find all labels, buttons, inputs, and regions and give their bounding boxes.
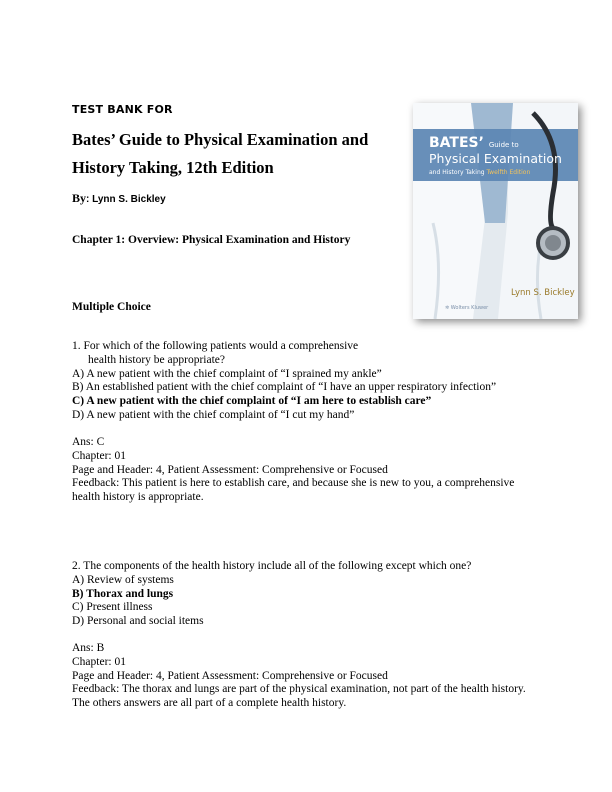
option-c: C) Present illness (72, 601, 153, 614)
by-label: By (72, 191, 87, 205)
answer: Ans: C (72, 436, 105, 448)
page-and-header: Page and Header: 4, Patient Assessment: Comprehensive or Focused (72, 463, 388, 476)
cover-edition: Twelfth Edition (486, 169, 531, 176)
answer-chapter: Chapter: 01 (72, 655, 126, 668)
book-title-line2: History Taking, 12th Edition (72, 158, 274, 177)
cover-guide-to: Guide to (488, 141, 519, 149)
option-a: A) A new patient with the chief complaint of “I sprained my ankle” (72, 367, 382, 380)
answer-chapter: Chapter: 01 (72, 449, 126, 462)
cover-history-taking: and History Taking (429, 169, 485, 176)
question-stem: 2. The components of the health history include all of the following except which one? (72, 560, 472, 572)
option-b: B) An established patient with the chief complaint of “I have an upper respiratory infection” (72, 381, 497, 394)
question-2 (72, 560, 471, 629)
question-stem: 1. For which of the following patients would a comprehensive (72, 340, 359, 352)
cover-bates-text (429, 135, 519, 151)
question-1 (72, 340, 496, 423)
option-d: D) Personal and social items (72, 615, 204, 628)
test-bank-label: TEST BANK FOR (72, 103, 173, 116)
question-stem-cont: health history be appropriate? (88, 353, 225, 366)
author-byline (72, 191, 166, 206)
cover-physical-examination: Physical Examination (429, 151, 562, 166)
book-title-line1: Bates’ Guide to Physical Examination and (72, 130, 369, 149)
cover-bates: BATES’ (429, 135, 484, 151)
option-d: D) A new patient with the chief complaint of “I cut my hand” (72, 408, 355, 421)
chapter-heading: Chapter 1: Overview: Physical Examination and History (72, 234, 351, 246)
cover-history-taking-line (429, 169, 530, 176)
feedback: Feedback: This patient is here to establish care, and because she is new to you, a comprehensive health history is appropriate. (72, 477, 515, 504)
option-a: A) Review of systems (72, 573, 174, 586)
answer-block-1 (72, 436, 542, 505)
page-and-header: Page and Header: 4, Patient Assessment: Comprehensive or Focused (72, 669, 388, 682)
publisher-logo-icon: ✲ (445, 305, 451, 311)
cover-author: Lynn S. Bickley (511, 288, 575, 298)
answer: Ans: B (72, 642, 105, 654)
section-heading: Multiple Choice (72, 301, 151, 313)
book-cover-image (413, 103, 578, 319)
option-c-correct: C) A new patient with the chief complaint of “I am here to establish care” (72, 395, 432, 408)
answer-block-2 (72, 642, 542, 711)
author-name: : Lynn S. Bickley (86, 194, 166, 205)
option-b-correct: B) Thorax and lungs (72, 587, 174, 600)
cover-publisher-name: Wolters Kluwer (450, 305, 489, 311)
feedback: Feedback: The thorax and lungs are part of the physical examination, not part of the health history. The others answers are all part of a complete health history. (72, 683, 526, 710)
cover-publisher (445, 305, 488, 311)
